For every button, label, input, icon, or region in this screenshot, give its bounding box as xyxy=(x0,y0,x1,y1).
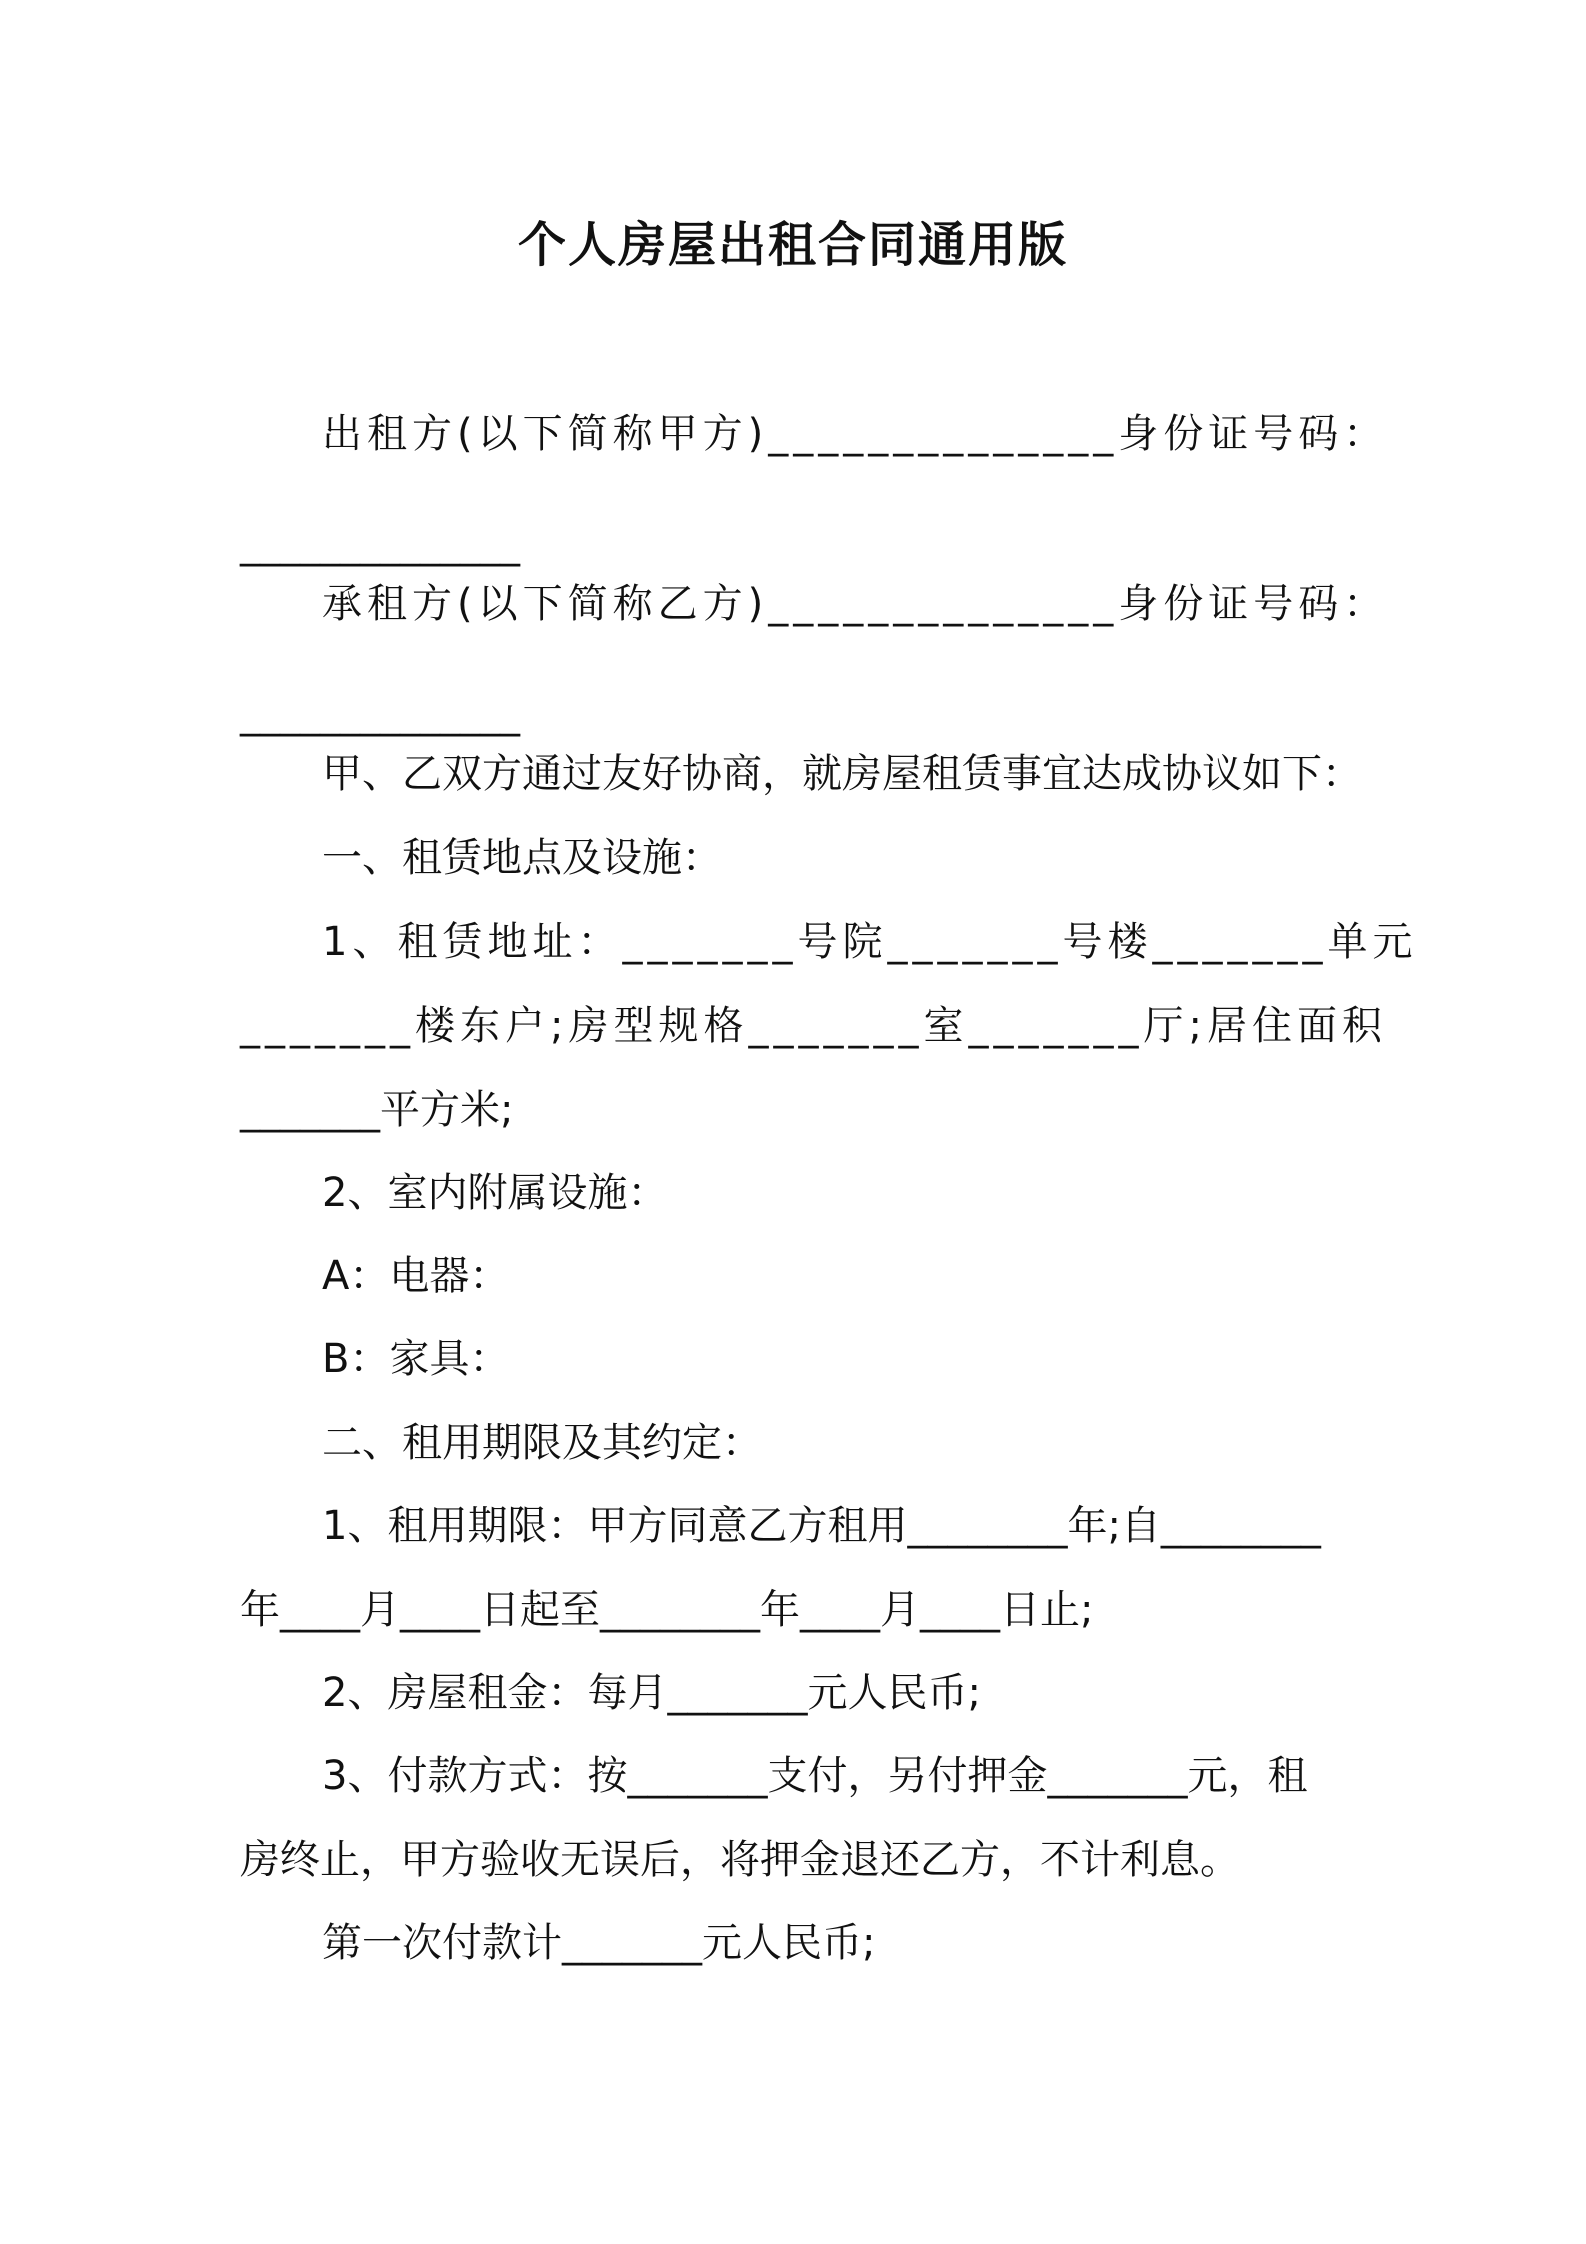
section-1-heading: 一、租赁地点及设施： xyxy=(322,835,722,881)
agreement-intro: 甲、乙双方通过友好协商，就房屋租赁事宜达成协议如下： xyxy=(322,751,1362,797)
lessee-line: 承租方(以下简称乙方)______________身份证号码： xyxy=(322,581,1389,627)
furniture-line: B：家具： xyxy=(322,1336,510,1382)
deposit-return-line: 房终止，甲方验收无误后，将押金退还乙方，不计利息。 xyxy=(240,1837,1240,1883)
area-line: _______平方米; xyxy=(240,1087,514,1133)
rental-address-line: 1、租赁地址：_______号院_______号楼_______单元 xyxy=(322,919,1418,965)
appliances-line: A：电器： xyxy=(322,1253,510,1299)
payment-method-line: 3、付款方式：按_______支付，另付押金_______元，租 xyxy=(322,1753,1308,1799)
lessor-id-blank: ______________ xyxy=(240,521,520,567)
lease-term-line: 1、租用期限：甲方同意乙方租用________年;自________ xyxy=(322,1503,1321,1549)
document-title: 个人房屋出租合同通用版 xyxy=(517,217,1068,273)
room-type-line: _______楼东户;房型规格_______室_______厅;居住面积 xyxy=(240,1003,1387,1049)
first-payment-line: 第一次付款计_______元人民币; xyxy=(322,1920,876,1966)
lease-dates-line: 年____月____日起至________年____月____日止; xyxy=(240,1587,1094,1633)
lessor-line: 出租方(以下简称甲方)______________身份证号码： xyxy=(322,411,1389,457)
section-2-heading: 二、租用期限及其约定： xyxy=(322,1420,762,1466)
lessee-id-blank: ______________ xyxy=(240,691,520,737)
rent-line: 2、房屋租金：每月_______元人民币; xyxy=(322,1670,981,1716)
facilities-heading: 2、室内附属设施： xyxy=(322,1170,668,1216)
